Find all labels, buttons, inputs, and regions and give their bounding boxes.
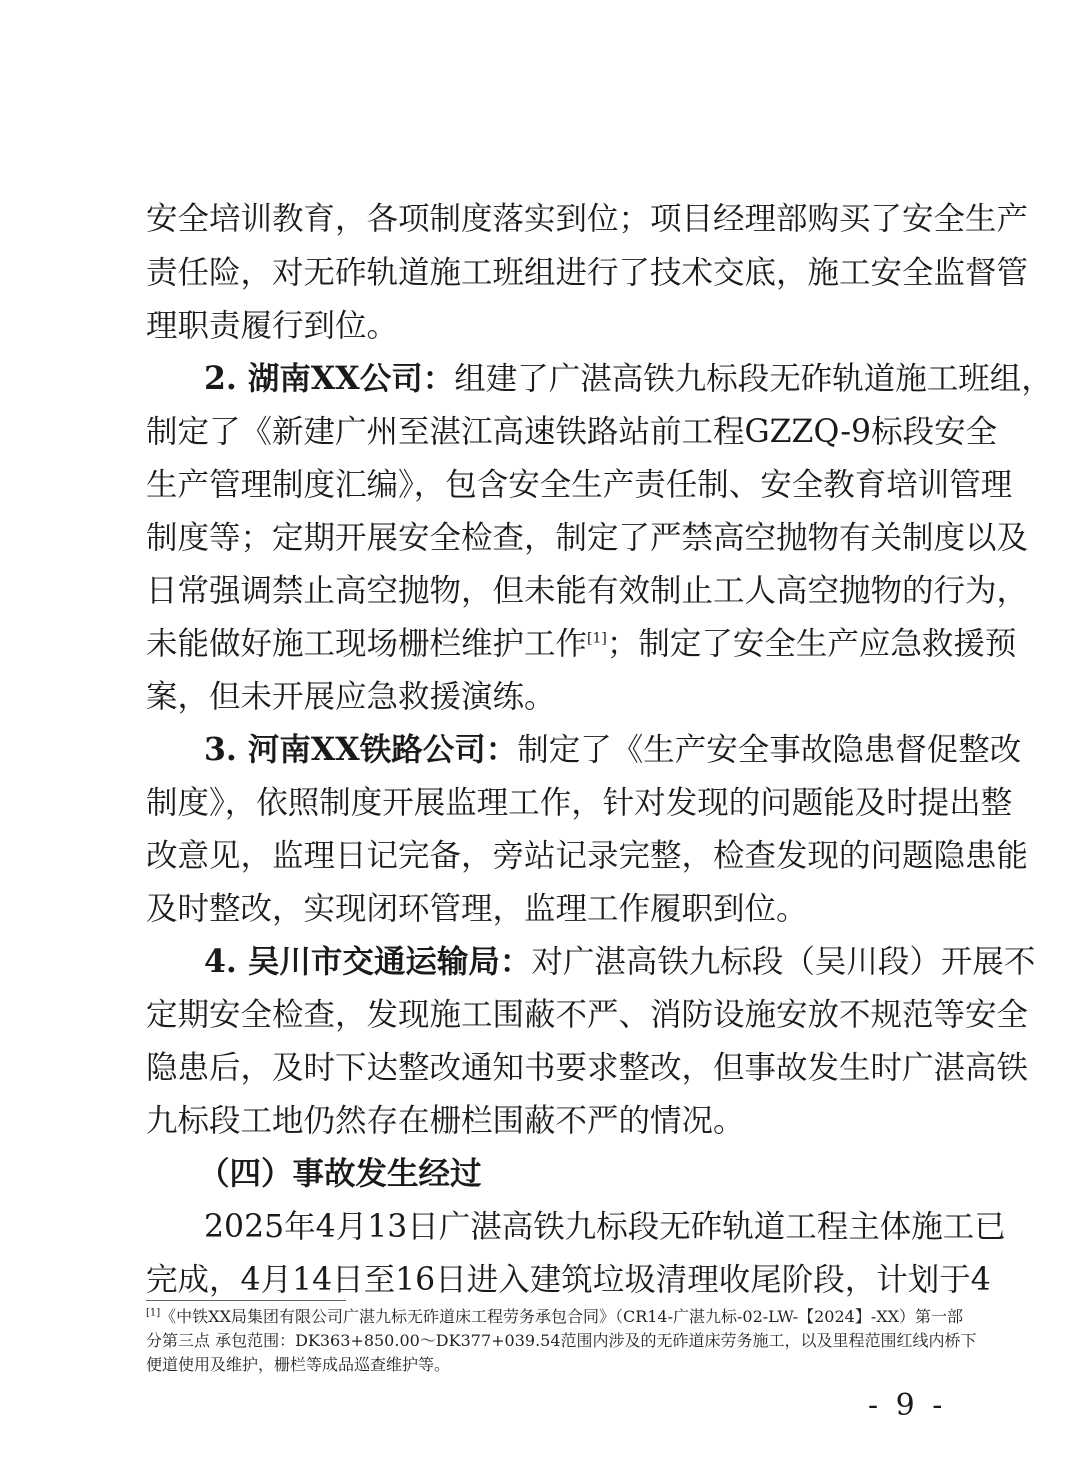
body-line: 制度》，依照制度开展监理工作，针对发现的问题能及时提出整 <box>146 785 1013 821</box>
paragraph-4-text: 对广湛高铁九标段（吴川段）开展不 <box>531 944 1036 980</box>
body-line: 2025年4月13日广湛高铁九标段无砟轨道工程主体施工已 <box>204 1209 1006 1245</box>
body-line-with-footnote <box>146 624 1017 664</box>
paragraph-2-heading: 2. 湖南XX公司： <box>204 360 455 397</box>
body-line: 完成，4月14日至16日进入建筑垃圾清理收尾阶段，计划于4 <box>146 1262 991 1298</box>
body-line: 制度等；定期开展安全检查，制定了严禁高空抛物有关制度以及 <box>146 520 1029 556</box>
body-line: 改意见，监理日记完备，旁站记录完整，检查发现的问题隐患能 <box>146 838 1029 874</box>
body-line: 生产管理制度汇编》，包含安全生产责任制、安全教育培训管理 <box>146 467 1013 503</box>
footnote-separator <box>146 1300 346 1301</box>
paragraph-3-heading: 3. 河南XX铁路公司： <box>204 731 518 768</box>
body-text: ；制定了安全生产应急救援预 <box>606 626 1017 662</box>
paragraph-4-first-line <box>204 942 1036 982</box>
body-line: 制定了《新建广州至湛江高速铁路站前工程GZZQ-9标段安全 <box>146 414 998 450</box>
footnote-line <box>146 1306 964 1328</box>
footnote-reference[interactable]: [1] <box>587 630 607 647</box>
footnote-line: 便道使用及维护，栅栏等成品巡查维护等。 <box>146 1355 451 1374</box>
paragraph-2-first-line <box>204 359 1053 399</box>
body-text: 未能做好施工现场栅栏维护工作 <box>146 626 588 662</box>
paragraph-3-text: 制定了《生产安全事故隐患督促整改 <box>517 732 1022 768</box>
body-line: 隐患后，及时下达整改通知书要求整改，但事故发生时广湛高铁 <box>146 1050 1029 1086</box>
footnote-mark: [1] <box>146 1307 161 1319</box>
footnote-line: 分第三点 承包范围：DK363+850.00～DK377+039.54范围内涉及的无砟道床劳务施工，以及里程范围红线内桥下 <box>146 1331 977 1350</box>
body-line: 日常强调禁止高空抛物，但未能有效制止工人高空抛物的行为， <box>146 573 1029 609</box>
body-line: 安全培训教育，各项制度落实到位；项目经理部购买了安全生产 <box>146 201 1029 237</box>
body-line: 案，但未开展应急救援演练。 <box>146 679 556 715</box>
body-line: 理职责履行到位。 <box>146 308 399 344</box>
footnote-text: 《中铁XX局集团有限公司广湛九标无砟道床工程劳务承包合同》（CR14-广湛九标-02-LW-【2024】-XX）第一部 <box>160 1307 964 1326</box>
section-heading: （四）事故发生经过 <box>198 1155 482 1192</box>
body-line: 及时整改，实现闭环管理，监理工作履职到位。 <box>146 891 808 927</box>
body-line: 责任险，对无砟轨道施工班组进行了技术交底，施工安全监督管 <box>146 255 1029 291</box>
body-line: 定期安全检查，发现施工围蔽不严、消防设施安放不规范等安全 <box>146 997 1029 1033</box>
paragraph-2-text: 组建了广湛高铁九标段无砟轨道施工班组， <box>454 361 1053 397</box>
page-number: - 9 - <box>868 1388 947 1423</box>
paragraph-4-heading: 4. 吴川市交通运输局： <box>204 943 532 980</box>
paragraph-3-first-line <box>204 730 1022 770</box>
body-line: 九标段工地仍然存在栅栏围蔽不严的情况。 <box>146 1103 745 1139</box>
